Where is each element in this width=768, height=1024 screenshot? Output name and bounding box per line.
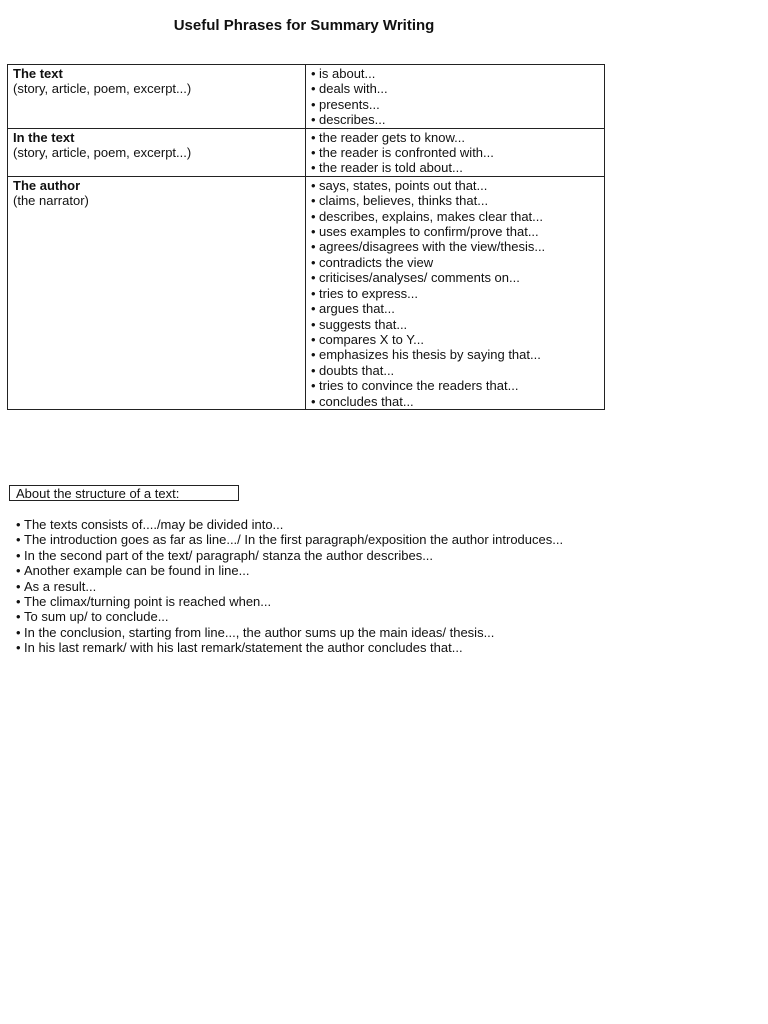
list-item-text: doubts that... <box>319 362 395 378</box>
structure-heading: About the structure of a text: <box>9 485 239 501</box>
list-item-text: contradicts the view <box>319 254 434 270</box>
bullet-icon: • <box>311 145 316 161</box>
bullet-icon: • <box>16 532 21 548</box>
phrases-cell <box>306 65 605 129</box>
phrase-list <box>311 66 599 128</box>
list-item <box>311 224 599 239</box>
list-item-text: presents... <box>319 96 380 112</box>
list-item-text: describes, explains, makes clear that... <box>319 208 543 224</box>
list-item-text: The climax/turning point is reached when... <box>24 594 272 610</box>
list-item <box>16 640 576 655</box>
phrases-table <box>7 64 605 410</box>
term-subtitle: (the narrator) <box>13 193 89 209</box>
list-item <box>311 394 599 409</box>
table-row <box>8 128 605 176</box>
bullet-icon: • <box>311 254 316 270</box>
list-item-text: the reader gets to know... <box>319 129 465 145</box>
list-item-text: To sum up/ to conclude... <box>24 609 169 625</box>
list-item <box>311 347 599 362</box>
bullet-icon: • <box>311 347 316 363</box>
term-label: The text <box>13 66 63 81</box>
list-item <box>311 332 599 347</box>
term-cell <box>8 176 306 409</box>
list-item <box>16 594 576 609</box>
list-item <box>311 130 599 145</box>
list-item-text: tries to convince the readers that... <box>319 378 519 394</box>
list-item <box>311 145 599 160</box>
list-item <box>16 625 576 640</box>
bullet-icon: • <box>311 239 316 255</box>
list-item <box>16 563 576 578</box>
list-item <box>311 301 599 316</box>
bullet-icon: • <box>311 96 316 112</box>
list-item-text: compares X to Y... <box>319 331 425 347</box>
list-item-text: describes... <box>319 112 386 128</box>
list-item-text: In the second part of the text/ paragraph/ stanza the author describes... <box>24 547 434 563</box>
bullet-icon: • <box>16 563 21 579</box>
list-item <box>311 286 599 301</box>
bullet-icon: • <box>311 129 316 145</box>
list-item-text: is about... <box>319 66 376 81</box>
bullet-icon: • <box>311 193 316 209</box>
list-item <box>311 81 599 96</box>
phrases-cell <box>306 128 605 176</box>
list-item-text: concludes that... <box>319 393 414 409</box>
term-cell <box>8 65 306 129</box>
list-item <box>16 532 576 547</box>
bullet-icon: • <box>311 270 316 286</box>
bullet-icon: • <box>311 378 316 394</box>
list-item-text: suggests that... <box>319 316 408 332</box>
list-item-text: uses examples to confirm/prove that... <box>319 224 539 240</box>
list-item <box>16 579 576 594</box>
bullet-icon: • <box>311 316 316 332</box>
list-item-text: argues that... <box>319 301 395 317</box>
list-item-text: agrees/disagrees with the view/thesis... <box>319 239 546 255</box>
list-item-text: Another example can be found in line... <box>24 563 250 579</box>
bullet-icon: • <box>311 208 316 224</box>
list-item-text: criticises/analyses/ comments on... <box>319 270 520 286</box>
term-label: The author <box>13 177 81 193</box>
term-cell <box>8 128 306 176</box>
list-item-text: The texts consists of..../may be divided into... <box>24 517 284 532</box>
bullet-icon: • <box>16 547 21 563</box>
list-item-text: says, states, points out that... <box>319 177 488 193</box>
bullet-icon: • <box>311 224 316 240</box>
bullet-icon: • <box>311 301 316 317</box>
table-row <box>8 176 605 409</box>
list-item-text: The introduction goes as far as line.../ In the first paragraph/exposition the author introduces... <box>24 532 564 548</box>
list-item <box>311 112 599 127</box>
list-item <box>16 517 576 532</box>
list-item <box>16 548 576 563</box>
list-item <box>16 609 576 624</box>
bullet-icon: • <box>311 160 316 176</box>
phrase-list <box>311 130 599 176</box>
bullet-icon: • <box>16 578 21 594</box>
list-item-text: emphasizes his thesis by saying that... <box>319 347 541 363</box>
list-item-text: claims, believes, thinks that... <box>319 193 489 209</box>
list-item-text: tries to express... <box>319 285 418 301</box>
list-item <box>311 255 599 270</box>
bullet-icon: • <box>16 624 21 640</box>
list-item <box>311 378 599 393</box>
list-item-text: the reader is told about... <box>319 160 463 176</box>
structure-list <box>16 517 576 656</box>
list-item <box>311 270 599 285</box>
bullet-icon: • <box>311 393 316 409</box>
list-item <box>311 160 599 175</box>
list-item <box>311 317 599 332</box>
list-item <box>311 363 599 378</box>
phrases-cell <box>306 176 605 409</box>
list-item-text: In his last remark/ with his last remark/statement the author concludes that... <box>24 640 463 656</box>
term-label: In the text <box>13 129 75 145</box>
list-item <box>311 193 599 208</box>
list-item-text: As a result... <box>24 578 97 594</box>
bullet-icon: • <box>311 81 316 97</box>
bullet-icon: • <box>16 594 21 610</box>
bullet-icon: • <box>16 640 21 656</box>
bullet-icon: • <box>311 331 316 347</box>
bullet-icon: • <box>311 285 316 301</box>
bullet-icon: • <box>16 517 21 532</box>
term-subtitle: (story, article, poem, excerpt...) <box>13 145 192 161</box>
list-item <box>311 178 599 193</box>
phrase-list <box>311 178 599 409</box>
bullet-icon: • <box>311 177 316 193</box>
list-item <box>311 97 599 112</box>
bullet-icon: • <box>311 112 316 128</box>
bullet-icon: • <box>16 609 21 625</box>
list-item-text: the reader is confronted with... <box>319 145 494 161</box>
term-subtitle: (story, article, poem, excerpt...) <box>13 81 192 97</box>
table-row <box>8 65 605 129</box>
list-item <box>311 239 599 254</box>
list-item-text: In the conclusion, starting from line..., the author sums up the main ideas/ thesis... <box>24 624 495 640</box>
list-item <box>311 66 599 81</box>
page-title: Useful Phrases for Summary Writing <box>173 17 435 34</box>
bullet-icon: • <box>311 66 316 81</box>
list-item <box>311 209 599 224</box>
bullet-icon: • <box>311 362 316 378</box>
list-item-text: deals with... <box>319 81 388 97</box>
